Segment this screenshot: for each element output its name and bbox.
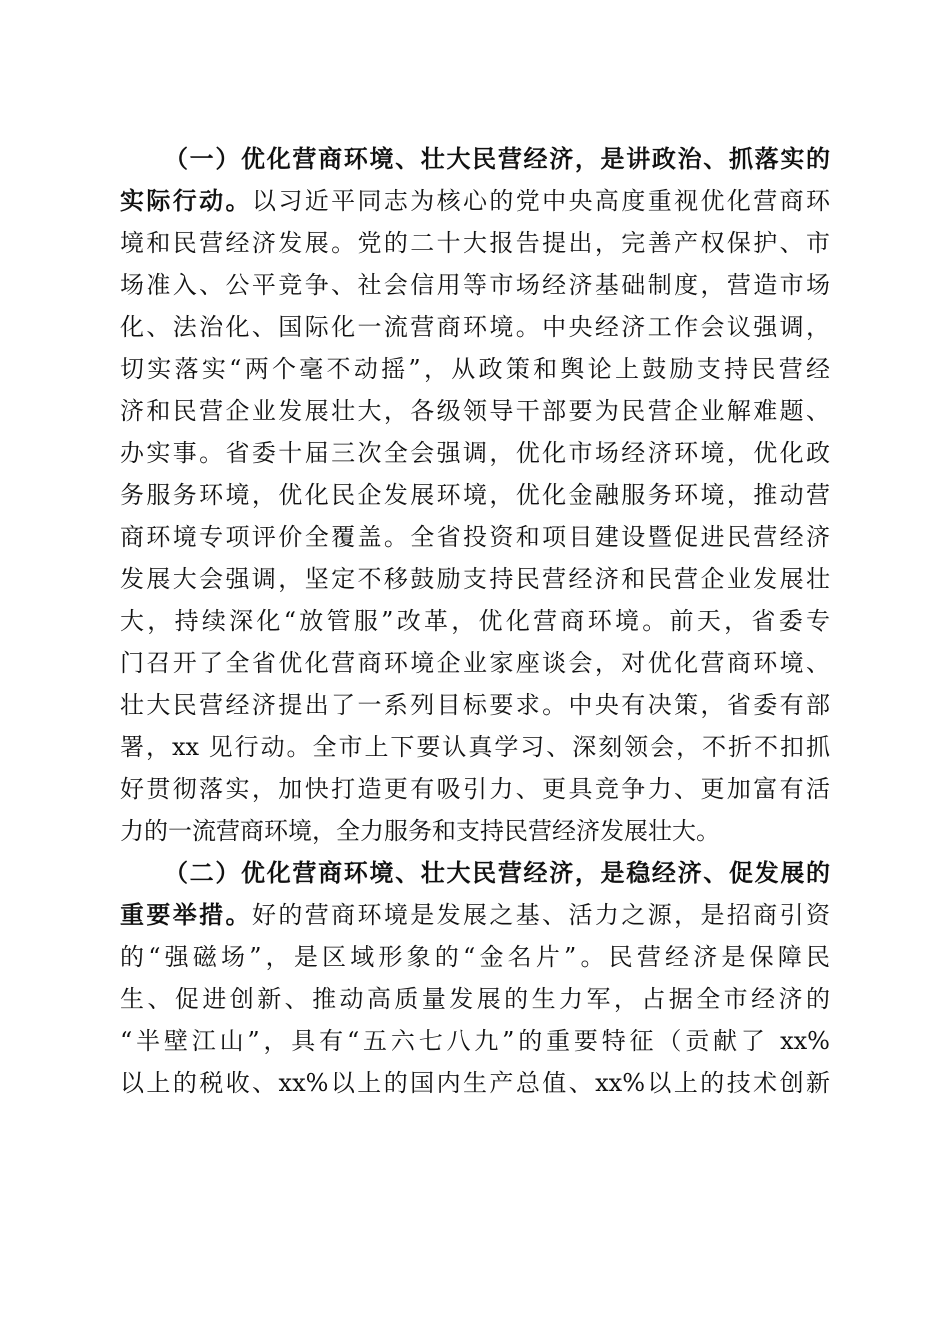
heading-text: （二）优化营商环境、壮大民营经济，是稳经济、促发展的 (164, 859, 830, 887)
body-text: 场准入、公平竞争、社会信用等市场经济基础制度，营造市场 (120, 271, 830, 299)
body-text: 生、促进创新、推动高质量发展的生力军，占据全市经济的 (120, 985, 830, 1013)
body-text: 的“强磁场”，是区域形象的“金名片”。民营经济是保障民 (120, 943, 830, 971)
body-text: 商环境专项评价全覆盖。全省投资和项目建设暨促进民营经济 (120, 523, 830, 551)
paragraph-2-line (120, 1022, 830, 1060)
paragraph-1-line (120, 182, 830, 220)
body-text: 务服务环境，优化民企发展环境，优化金融服务环境，推动营 (120, 481, 830, 509)
paragraph-2-heading-line (164, 854, 830, 892)
paragraph-2-line (120, 1064, 830, 1102)
paragraph-1-last-line (120, 812, 830, 850)
body-text: 济和民营企业发展壮大，各级领导干部要为民营企业解难题、 (120, 397, 830, 425)
paragraph-2-line (120, 980, 830, 1018)
paragraph-1-line (120, 434, 830, 472)
body-text: 力的一流营商环境，全力服务和支持民营经济发展壮大。 (120, 817, 720, 845)
paragraph-1-line (120, 266, 830, 304)
heading-text: 实际行动。 (120, 187, 252, 215)
paragraph-2-line (120, 896, 830, 934)
paragraph-1-line (120, 392, 830, 430)
paragraph-1-heading-line (164, 140, 830, 178)
body-text: 门召开了全省优化营商环境企业家座谈会，对优化营商环境、 (120, 649, 830, 677)
body-text: 以上的税收、xx%以上的国内生产总值、xx%以上的技术创新 (120, 1069, 830, 1097)
paragraph-1-line (120, 350, 830, 388)
body-text: “半壁江山”，具有“五六七八九”的重要特征（贡献了 xx% (120, 1027, 830, 1055)
paragraph-2-line (120, 938, 830, 976)
paragraph-1-line (120, 728, 830, 766)
paragraph-1-line (120, 476, 830, 514)
body-text: 境和民营经济发展。党的二十大报告提出，完善产权保护、市 (120, 229, 830, 257)
body-text: 发展大会强调，坚定不移鼓励支持民营经济和民营企业发展壮 (120, 565, 830, 593)
heading-text: （一）优化营商环境、壮大民营经济，是讲政治、抓落实的 (164, 145, 830, 173)
body-text: 署，xx 见行动。全市上下要认真学习、深刻领会，不折不扣抓 (120, 733, 830, 761)
body-text: 化、法治化、国际化一流营商环境。中央经济工作会议强调， (120, 313, 830, 341)
body-text: 办实事。省委十届三次全会强调，优化市场经济环境，优化政 (120, 439, 830, 467)
body-text: 壮大民营经济提出了一系列目标要求。中央有决策，省委有部 (120, 691, 830, 719)
body-text: 切实落实“两个毫不动摇”，从政策和舆论上鼓励支持民营经 (120, 355, 830, 383)
heading-text: 重要举措。 (120, 901, 252, 929)
paragraph-1-line (120, 602, 830, 640)
paragraph-1-line (120, 224, 830, 262)
paragraph-1-line (120, 518, 830, 556)
body-text: 好贯彻落实，加快打造更有吸引力、更具竞争力、更加富有活 (120, 775, 830, 803)
body-text: 好的营商环境是发展之基、活力之源，是招商引资 (251, 901, 831, 929)
body-text: 以习近平同志为核心的党中央高度重视优化营商环 (251, 187, 831, 215)
paragraph-1-line (120, 308, 830, 346)
body-text: 大，持续深化“放管服”改革，优化营商环境。前天，省委专 (120, 607, 830, 635)
paragraph-1-line (120, 644, 830, 682)
paragraph-1-line (120, 560, 830, 598)
paragraph-1-line (120, 770, 830, 808)
paragraph-1-line (120, 686, 830, 724)
